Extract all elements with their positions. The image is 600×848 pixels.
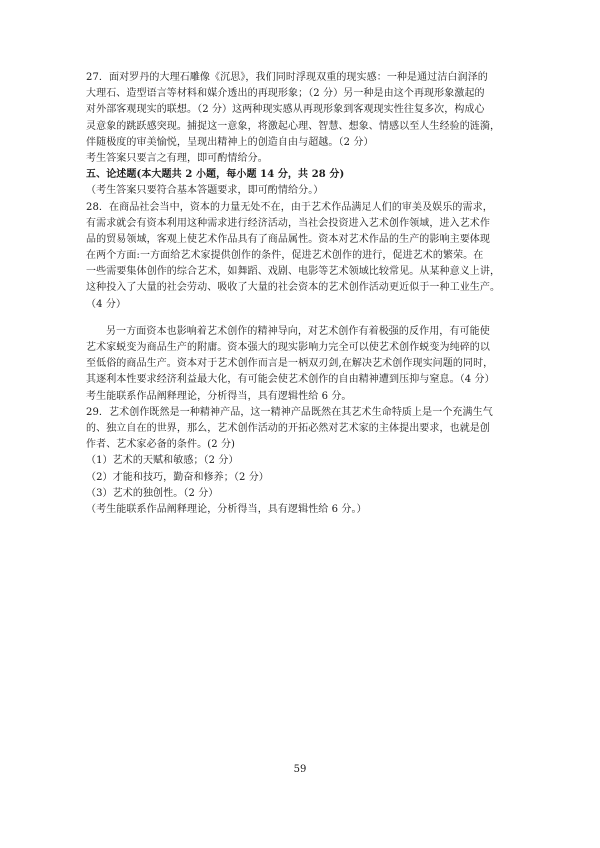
q29-line-1: 29．艺术创作既然是一种精神产品，这一精神产品既然在其艺术生命特质上是一个充满生气 [86, 406, 493, 418]
q28-grading-note: 考生能联系作品阐释理论，分析得当，具有逻辑性给 6 分。 [86, 390, 352, 402]
paragraph-gap [86, 313, 514, 324]
q28-line-3: 品的贸易领域，客观上使艺术作品具有了商品属性。资本对艺术作品的生产的影响主要体现 [86, 233, 490, 245]
q28-line-2: 有需求就会有资本利用这种需求进行经济活动，当社会投资进入艺术创作领域，进入艺术作 [86, 217, 490, 229]
q28-line-10: 其逐利本性要求经济利益最大化，有可能会使艺术创作的自由精神遭到压抑与窒息。（4 分） [86, 374, 495, 386]
q28-line-1: 28．在商品社会当中，资本的力量无处不在，由于艺术作品满足人们的审美及娱乐的需求， [86, 201, 493, 213]
q28-line-6: 这种投入了大量的社会劳动、吸收了大量的社会资本的艺术创作活动更近似于一种工业生产。 [86, 282, 501, 294]
q27-line-4: 灵意象的跳跃感突现。捕捉这一意象，将激起心理、智慧、想象、情感以至人生经验的涟漪， [86, 120, 501, 132]
q28-line-9: 至低俗的商品生产。资本对于艺术创作而言是一柄双刃剑,在解决艺术创作现实问题的同时， [86, 358, 494, 370]
q27-line-5: 伴随极度的审美愉悦，呈现出精神上的创造自由与超越。（2 分） [86, 136, 374, 148]
q29-item-2: （2）才能和技巧，勤奋和修养；（2 分） [86, 471, 269, 483]
q29-grading-note: （考生能联系作品阐释理论，分析得当，具有逻辑性给 6 分。） [86, 503, 367, 515]
q27-line-3: 对外部客观现实的联想。（2 分）这两种现实感从再现形象到客观现实性往复多次，构成心 [86, 104, 485, 116]
q28-line-5: 一些需要集体创作的综合艺术，如舞蹈、戏剧、电影等艺术领域比较常见。从某种意义上讲， [86, 266, 501, 278]
q28-score-1: （4 分） [86, 298, 127, 310]
q27-grading-note: 考生答案只要言之有理，即可酌情给分。 [86, 152, 268, 164]
q29-item-3: （3）艺术的独创性。（2 分） [86, 487, 219, 499]
section-grading-note: （考生答案只要符合基本答题要求，即可酌情给分。） [86, 185, 324, 197]
q27-line-2: 大理石、造型语言等材料和媒介透出的再现形象；（2 分）另一种是由这个再现形象激起的 [86, 88, 485, 100]
q29-line-2: 的、独立自在的世界，那么，艺术创作活动的开拓必然对艺术家的主体提出要求，也就是创 [86, 422, 490, 434]
q28-line-4: 在两个方面:一方面给艺术家提供创作的条件，促进艺术创作的进行，促进艺术的繁荣。在 [86, 250, 484, 262]
section-heading: 五、论述题(本大题共 2 小题，每小题 14 分，共 28 分) [86, 169, 345, 181]
q29-item-1: （1）艺术的天赋和敏感；（2 分） [86, 455, 239, 467]
q28-line-8: 艺术家蜕变为商品生产的附庸。资本强大的现实影响力完全可以使艺术创作蜕变为纯碎的以 [86, 342, 490, 353]
q27-line-1: 27．面对罗丹的大理石雕像《沉思》，我们同时浮现双重的现实感：一种是通过洁白润泽的 [86, 72, 488, 83]
q28-line-7: 另一方面资本也影响着艺术创作的精神导向，对艺术创作有着极强的反作用，有可能使 [106, 325, 490, 337]
document-body [86, 70, 514, 518]
q29-line-3: 作者、艺术家必备的条件。(2 分) [86, 439, 236, 451]
page-number: 59 [293, 764, 307, 775]
